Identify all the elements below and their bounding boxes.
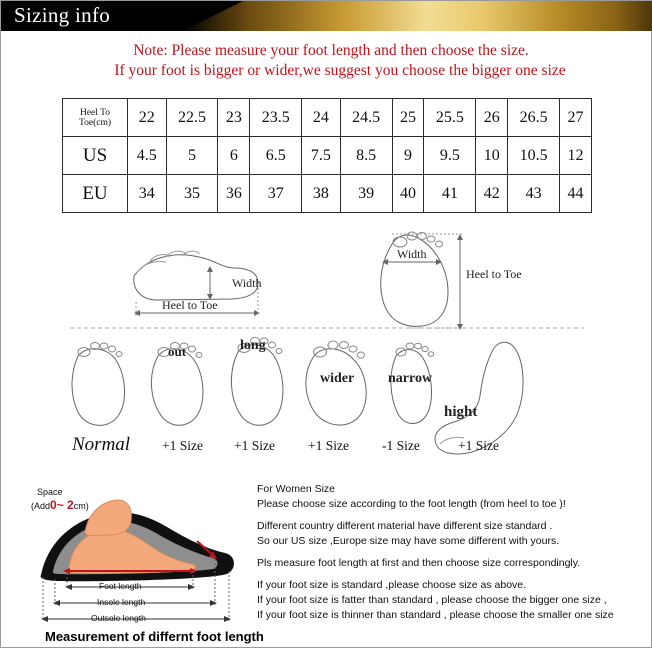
size-label-narrow: -1 Size — [382, 438, 420, 453]
cell: 22 — [128, 99, 167, 137]
heel-to-toe-label-side: Heel to Toe — [162, 298, 218, 312]
cell: 41 — [424, 175, 476, 213]
cell: 37 — [250, 175, 302, 213]
page-title: Sizing info — [14, 3, 111, 27]
space-value: 0~ 2 — [50, 498, 74, 512]
guidance-p6: If your foot size is fatter than standard , please choose the bigger one size , — [257, 594, 607, 606]
cell: 8.5 — [340, 137, 392, 175]
header-band — [1, 1, 652, 31]
size-note — [61, 41, 601, 81]
row-header-eu: EU — [63, 175, 128, 213]
cell: 6 — [218, 137, 250, 175]
size-label-long: +1 Size — [234, 438, 275, 453]
outsole-length-label: Outsole length — [91, 613, 146, 623]
cell: 34 — [128, 175, 167, 213]
cell: 23 — [218, 99, 250, 137]
space-add-label — [31, 498, 89, 512]
note-line-1: Note: Please measure your foot length and then choose the size. — [133, 42, 529, 59]
size-label-wider: +1 Size — [308, 438, 349, 453]
size-label-hight: +1 Size — [458, 438, 499, 453]
cell: 36 — [218, 175, 250, 213]
foot-shape-label-hight: hight — [444, 404, 478, 420]
size-label-out: +1 Size — [162, 438, 203, 453]
space-label: Space — [37, 487, 63, 497]
cell: 24 — [302, 99, 341, 137]
table-row — [63, 175, 592, 213]
row-header-heel-to-toe: Heel To Toe(cm) — [63, 99, 128, 137]
foot-length-label: Foot length — [99, 581, 142, 591]
cell: 27 — [560, 99, 592, 137]
cell: 26 — [476, 99, 508, 137]
cell: 9 — [392, 137, 424, 175]
foot-shape-label-out: out — [168, 344, 187, 359]
row-header-us: US — [63, 137, 128, 175]
cell: 7.5 — [302, 137, 341, 175]
cell: 25 — [392, 99, 424, 137]
cell: 35 — [166, 175, 218, 213]
width-label-top: Width — [397, 247, 427, 261]
guidance-p2: Different country different material have different size standard . — [257, 520, 553, 532]
cell: 10 — [476, 137, 508, 175]
space-unit: cm) — [73, 501, 89, 511]
cell: 4.5 — [128, 137, 167, 175]
foot-shape-label-normal: Normal — [72, 434, 131, 455]
guidance-p7: If your foot size is thinner than standard , please choose the smaller one size — [257, 609, 614, 621]
cell: 9.5 — [424, 137, 476, 175]
guidance-p1: Please choose size according to the foot length (from heel to toe )! — [257, 498, 566, 510]
cell: 39 — [340, 175, 392, 213]
cell: 12 — [560, 137, 592, 175]
cell: 44 — [560, 175, 592, 213]
space-add-text: (Add — [31, 501, 51, 511]
foot-measure-illustrations — [62, 216, 592, 481]
guidance-p4: Pls measure foot length at first and then choose size correspondingly. — [257, 557, 581, 569]
measurement-caption: Measurement of differnt foot length — [45, 629, 264, 644]
cell: 10.5 — [508, 137, 560, 175]
cell: 25.5 — [424, 99, 476, 137]
cell: 40 — [392, 175, 424, 213]
cell: 5 — [166, 137, 218, 175]
cell: 43 — [508, 175, 560, 213]
cell: 38 — [302, 175, 341, 213]
insole-length-label: Insole length — [97, 597, 146, 607]
cell: 6.5 — [250, 137, 302, 175]
note-line-2: If your foot is bigger or wider,we suggest you choose the bigger one size — [114, 62, 566, 79]
size-guidance-text — [257, 483, 649, 624]
cell: 42 — [476, 175, 508, 213]
cell: 24.5 — [340, 99, 392, 137]
cell: 23.5 — [250, 99, 302, 137]
cell: 26.5 — [508, 99, 560, 137]
cell: 22.5 — [166, 99, 218, 137]
foot-shape-label-narrow: narrow — [388, 371, 433, 386]
table-row — [63, 99, 592, 137]
width-label-side: Width — [232, 276, 262, 290]
heel-to-toe-label-top: Heel to Toe — [466, 267, 522, 281]
foot-shape-label-long: long — [240, 338, 266, 353]
guidance-p3: So our US size ,Europe size may have some different with yours. — [257, 535, 560, 547]
table-row — [63, 137, 592, 175]
guidance-p5: If your foot size is standard ,please choose size as above. — [257, 579, 527, 591]
size-chart-table — [62, 98, 592, 213]
foot-shape-label-wider: wider — [320, 371, 355, 386]
guidance-heading: For Women Size — [257, 483, 335, 495]
gold-gradient-bar — [183, 1, 652, 31]
bottom-section — [1, 481, 652, 649]
